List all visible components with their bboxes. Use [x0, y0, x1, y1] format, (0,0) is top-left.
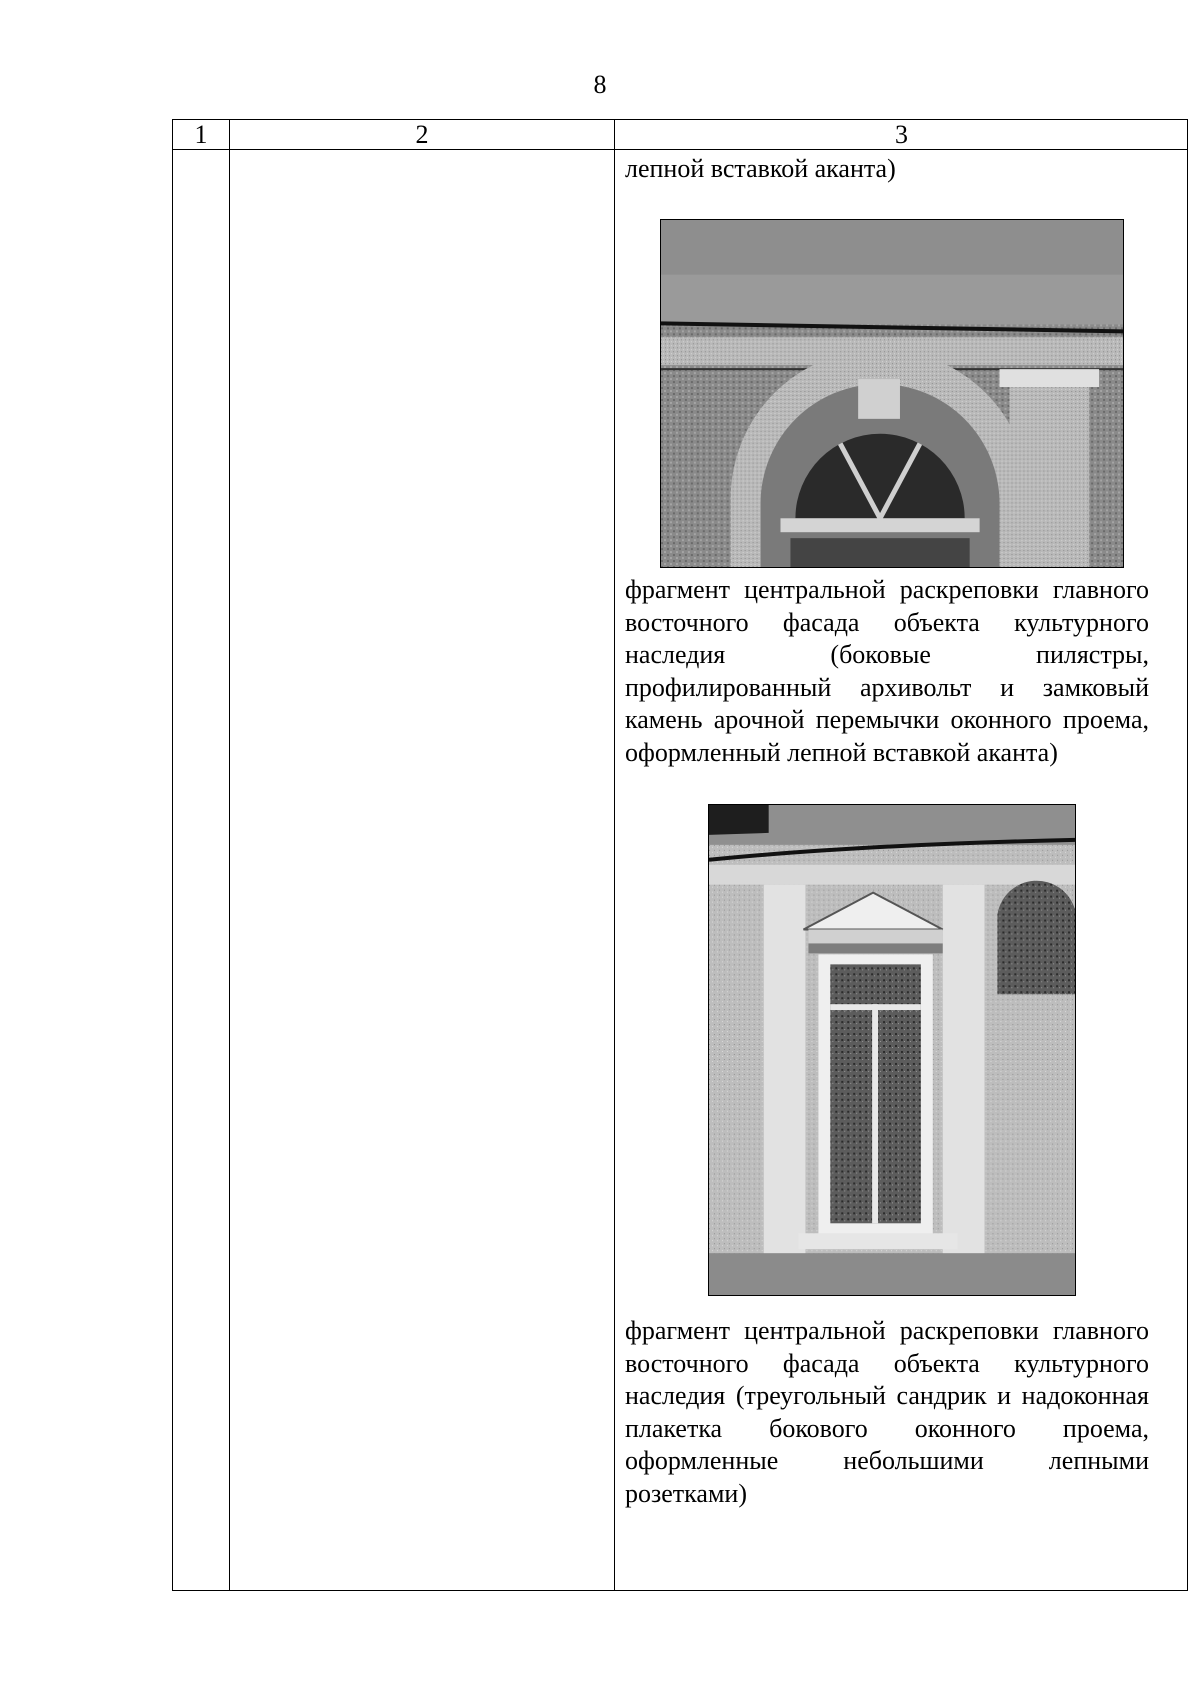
caption-arch-window: фрагмент центральной раскреповки главного восточного фасада объекта культурного наследия (боковые пилястры, профилированный архивольт и замковый камень арочной перемычки оконного проема, оформленный лепной вставкой аканта) [625, 575, 1149, 767]
caption-pediment-window: фрагмент центральной раскреповки главного восточного фасада объекта культурного наследия (треугольный сандрик и надоконная плакетка бокового оконного проема, оформленные небольшими лепными розетками) [625, 1316, 1149, 1508]
header-col-1: 1 [194, 120, 208, 149]
header-divider [173, 149, 1187, 150]
column-divider [229, 120, 230, 1590]
pediment-window-photo [708, 804, 1076, 1296]
caption-continuation: лепной вставкой аканта) [625, 154, 896, 183]
column-divider [614, 120, 615, 1590]
page-number: 8 [593, 70, 607, 99]
header-col-2: 2 [415, 120, 429, 149]
header-col-3: 3 [895, 120, 908, 149]
arch-window-photo [660, 219, 1124, 568]
description-table [172, 119, 1188, 1591]
